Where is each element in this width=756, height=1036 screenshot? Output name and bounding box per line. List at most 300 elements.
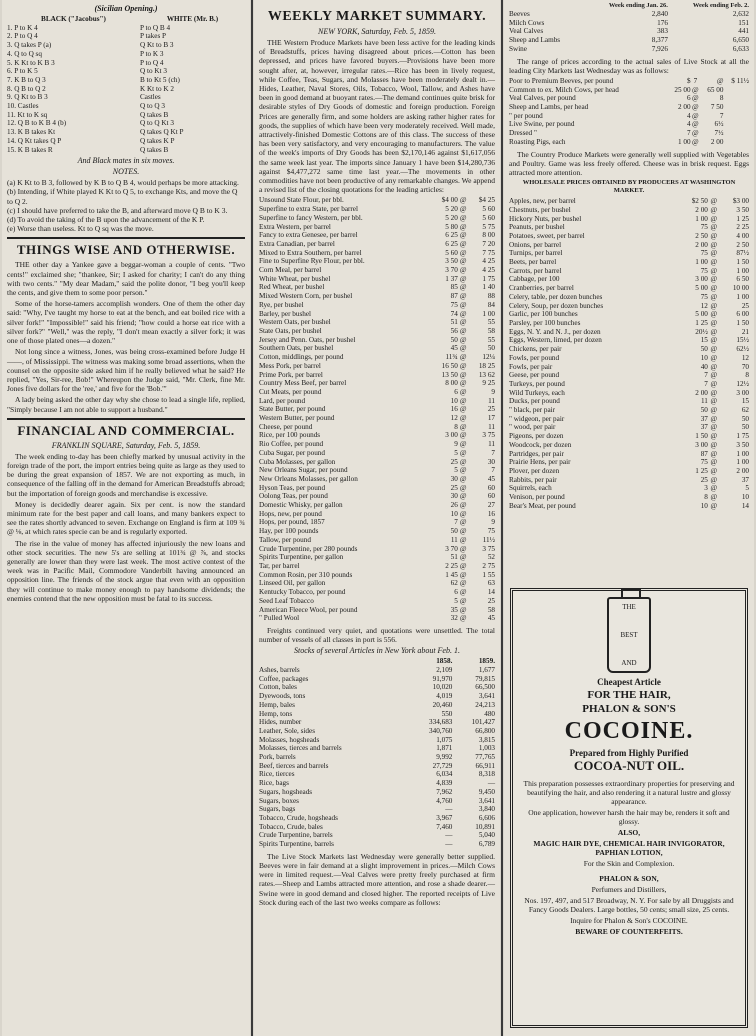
wholesale-high: 1 00: [736, 458, 749, 467]
livestock-low: $: [687, 76, 691, 85]
wholesale-at: @: [710, 406, 718, 415]
price-high: 7: [491, 466, 495, 475]
price-at: @: [459, 327, 467, 335]
wholesale-at: @: [710, 214, 718, 223]
wholesale-at: @: [710, 205, 718, 214]
price-high: 1 40: [482, 283, 495, 292]
price-high: 75: [487, 527, 495, 536]
table-row: [509, 476, 749, 485]
table-row: [509, 284, 749, 293]
wholesale-item: Bear's Meat, per pound: [509, 501, 576, 510]
wholesale-low: 50: [700, 345, 708, 354]
livestock-table: [509, 77, 749, 147]
table-row: [509, 45, 749, 54]
wholesale-item: " wood, per pair: [509, 423, 556, 432]
wholesale-at: @: [710, 449, 718, 458]
price-at: @: [459, 335, 467, 344]
table-row: [509, 112, 749, 121]
table-row: [259, 249, 495, 258]
ad-line-cocoine: COCOINE.: [564, 718, 694, 744]
things-paragraph: THE other day a Yankee gave a beggar-woman a couple of cents. "Two cents!" exclaimed she; "thankee, Sir; I asked for charity; I can't do any thing with two cents." "My dear Madam," said the polite donor, "I beg you'll keep the cents, and give them to some poor person.": [7, 260, 245, 298]
price-high: 3 75: [482, 431, 495, 440]
wholesale-at: @: [710, 371, 718, 380]
price-low: 74: [450, 309, 458, 318]
table-row: [259, 423, 495, 432]
table-row: [509, 275, 749, 284]
price-low: 51: [450, 318, 458, 327]
wholesale-high: 1 00: [736, 266, 749, 275]
stock-item: Pork, barrels: [259, 753, 296, 762]
table-row: [259, 614, 495, 623]
chess-black-head: BLACK ("Jacobus"): [41, 15, 106, 23]
stock-1859: 3,641: [478, 796, 495, 805]
wholesale-item: Peanuts, per bushel: [509, 223, 565, 232]
wholesale-at: @: [710, 397, 718, 406]
chess-note: (e) Worse than useless. Kt to Q sq was the move.: [7, 224, 154, 234]
price-item: Mess Pork, per barrel: [259, 361, 321, 370]
table-row: [7, 93, 245, 102]
price-high: 5 75: [482, 222, 495, 231]
price-item: Tallow, per pound: [259, 535, 311, 544]
white-move: Q to Kt 3: [139, 67, 167, 76]
wholesale-item: Woodcock, per dozen: [509, 440, 572, 449]
wholesale-low: 50: [700, 406, 708, 415]
table-row: [7, 146, 245, 155]
table-row: [509, 380, 749, 389]
chess-note: (d) To avoid the taking of the B upon the advancement of the K P.: [7, 215, 205, 225]
wholesale-low: $2 50: [691, 197, 708, 206]
wholesale-high: 70: [741, 362, 749, 371]
price-high: 88: [487, 292, 495, 301]
price-item: Extra Canadian, per barrel: [259, 239, 335, 248]
wholesale-item: Geese, per pound: [509, 371, 560, 380]
wholesale-item: Wild Turkeys, each: [509, 388, 565, 397]
table-row: [259, 292, 495, 301]
price-at: @: [459, 239, 467, 248]
price-at: @: [459, 431, 467, 440]
table-row: [509, 328, 749, 337]
table-row: [509, 138, 749, 147]
livestock-mid: 7½: [714, 129, 724, 138]
wholesale-item: Partridges, per pair: [509, 449, 564, 458]
table-row: [259, 805, 495, 814]
ad-line-prepared: Prepared from Highly Purified: [569, 748, 689, 758]
wholesale-high: 3 00: [736, 388, 749, 397]
stock-item: Sugars, boxes: [259, 796, 299, 805]
price-high: 45: [487, 614, 495, 623]
financial-title: FINANCIAL AND COMMERCIAL.: [7, 418, 245, 439]
stock-item: Spirits Turpentine, barrels: [259, 840, 334, 849]
price-at: @: [459, 222, 467, 231]
price-high: $4 25: [478, 196, 495, 205]
wholesale-at: @: [710, 284, 718, 293]
stock-1858: 91,970: [432, 674, 453, 683]
price-low: 62: [450, 579, 458, 588]
wholesale-high: 1 25: [736, 214, 749, 223]
livestock-mid: 6½: [714, 120, 724, 129]
wholesale-low: 75: [700, 266, 708, 275]
price-item: Seed Leaf Tobacco: [259, 596, 314, 605]
ad-line-oil: COCOA-NUT OIL.: [573, 758, 685, 773]
price-at: @: [459, 414, 467, 423]
table-row: [259, 753, 495, 762]
price-item: American Fleece Wool, per pound: [259, 605, 358, 614]
wholesale-at: @: [710, 336, 718, 345]
stock-1859: 77,765: [475, 753, 495, 762]
table-row: [509, 458, 749, 467]
table-row: [259, 770, 495, 779]
financial-paras: [7, 452, 245, 603]
table-row: [259, 240, 495, 249]
price-item: Prime Pork, per barrel: [259, 370, 323, 379]
stock-item: Tobacco, Crude, bales: [259, 822, 323, 831]
stock-item: Sugars, hogsheads: [259, 787, 313, 796]
stock-1858: 4,839: [436, 779, 453, 788]
things-title: THINGS WISE AND OTHERWISE.: [7, 237, 245, 258]
wholesale-high: 4 00: [736, 231, 749, 240]
cocoine-advertisement: [510, 588, 748, 1028]
range-intro: The range of prices according to the actual sales of Live Stock at all the leading City Markets last Wednesday was as follows:: [509, 56, 749, 75]
wholesale-low: 1 25: [695, 466, 708, 475]
price-low: 75: [450, 300, 458, 309]
ad-body-1: This preparation possesses extraordinary properties for preserving and beautifying the hair, and also rendering it a natural lustre and glossy appearance.: [523, 779, 735, 806]
wholesale-low: 5 00: [695, 284, 708, 293]
wholesale-at: @: [710, 266, 718, 275]
wholesale-high: 3 50: [736, 440, 749, 449]
price-at: @: [459, 257, 467, 266]
wholesale-low: 3 00: [695, 440, 708, 449]
table-row: [509, 232, 749, 241]
price-high: 18 25: [478, 361, 495, 370]
stock-1858: 1,075: [436, 735, 453, 744]
receipt-week-2: 2,632: [732, 10, 749, 18]
wholesale-high: 5: [745, 484, 749, 493]
market-title: WEEKLY MARKET SUMMARY.: [267, 9, 487, 24]
wholesale-low: 87: [700, 449, 708, 458]
wholesale-item: Plover, per dozen: [509, 466, 560, 475]
table-row: [259, 510, 495, 519]
table-row: [259, 823, 495, 832]
column-rule: [251, 0, 253, 1036]
table-row: [509, 86, 749, 95]
price-low: 12: [450, 414, 458, 423]
stock-item: Coffee, packages: [259, 674, 309, 683]
price-item: Spirits Turpentine, per gallon: [259, 553, 344, 562]
financial-dateline: FRANKLIN SQUARE, Saturday, Feb. 5, 1859.: [51, 440, 201, 450]
wholesale-at: @: [710, 379, 718, 388]
black-move: 11. Kt to K sq: [7, 110, 48, 119]
livestock-at: @: [692, 85, 699, 94]
price-at: @: [459, 605, 467, 614]
wholesale-low: 40: [700, 362, 708, 371]
price-low: 50: [450, 527, 458, 536]
price-high: 52: [487, 553, 495, 562]
wholesale-item: Pigeons, per dozen: [509, 432, 564, 441]
wholesale-low: 2 00: [695, 388, 708, 397]
table-row: [509, 336, 749, 345]
price-low: 11: [450, 535, 458, 544]
wholesale-low: 2 50: [695, 231, 708, 240]
price-high: 17: [487, 414, 495, 423]
stock-1859: 66,800: [475, 726, 495, 735]
price-at: @: [459, 205, 467, 214]
price-high: 9: [491, 518, 495, 527]
price-at: @: [459, 570, 467, 579]
chess-more-note: And Black mates in six moves.: [77, 156, 175, 166]
table-row: [259, 666, 495, 675]
stock-item: Crude Turpentine, barrels: [259, 831, 333, 840]
wholesale-at: @: [710, 440, 718, 449]
stock-item: Cotton, bales: [259, 683, 297, 692]
price-at: @: [459, 361, 467, 370]
price-high: 60: [487, 483, 495, 492]
price-low: 5 60: [445, 248, 458, 257]
wholesale-table: [509, 197, 749, 510]
price-at: @: [459, 492, 467, 501]
table-row: [509, 293, 749, 302]
table-row: [7, 111, 245, 120]
livestock-at: @: [692, 120, 699, 129]
table-row: [259, 571, 495, 580]
table-row: [7, 59, 245, 68]
market-prices-table: [259, 196, 495, 622]
week-head-1: Week ending Jan. 26.: [608, 2, 668, 9]
column-right: [504, 0, 754, 1036]
livestock-low: 1 00: [678, 137, 691, 146]
black-move: 14. Q Kt takes Q P: [7, 136, 62, 145]
price-at: @: [459, 561, 467, 570]
table-row: [259, 344, 495, 353]
wholesale-at: @: [710, 231, 718, 240]
price-low: 51: [450, 553, 458, 562]
price-item: Cheese, per pound: [259, 422, 313, 431]
price-low: 6: [454, 588, 458, 597]
wholesale-low: 75: [700, 292, 708, 301]
table-row: [509, 423, 749, 432]
receipt-item: Swine: [509, 44, 527, 53]
price-high: 11: [488, 440, 495, 449]
table-row: [509, 77, 749, 86]
price-item: Cuba Sugar, per pound: [259, 448, 325, 457]
bottle-top-text: THE: [622, 603, 636, 611]
table-row: [259, 440, 495, 449]
table-row: [259, 257, 495, 266]
price-item: State Oats, per bushel: [259, 327, 322, 335]
price-high: 1 55: [482, 570, 495, 579]
things-paras: [7, 260, 245, 413]
wholesale-at: @: [710, 240, 718, 249]
wholesale-item: Venison, per pound: [509, 493, 565, 502]
ad-line-hair: FOR THE HAIR,: [587, 689, 671, 701]
price-item: New Orleans Molasses, per gallon: [259, 474, 358, 483]
wholesale-item: Chickens, per pair: [509, 345, 562, 354]
wholesale-item: Prairie Hens, per pair: [509, 458, 571, 467]
table-row: [259, 840, 495, 849]
price-low: 5 80: [445, 222, 458, 231]
receipt-week-2: 6,633: [732, 44, 749, 53]
stock-item: Molasses, hogsheads: [259, 735, 320, 744]
table-row: [259, 371, 495, 380]
price-high: 3 75: [482, 544, 495, 553]
price-low: 30: [450, 492, 458, 501]
wholesale-high: 1 50: [736, 258, 749, 267]
table-row: [509, 389, 749, 398]
price-at: @: [459, 518, 467, 527]
table-row: [259, 484, 495, 493]
price-low: 87: [450, 292, 458, 301]
chess-notes-head: NOTES.: [112, 167, 140, 177]
price-at: @: [459, 353, 467, 362]
table-row: [509, 103, 749, 112]
table-row: [259, 562, 495, 571]
price-at: @: [459, 535, 467, 544]
price-item: Rye, per bushel: [259, 300, 304, 309]
table-row: [259, 579, 495, 588]
wholesale-low: 2 00: [695, 240, 708, 249]
price-high: 7: [491, 448, 495, 457]
wholesale-high: 50: [741, 423, 749, 432]
price-at: @: [459, 422, 467, 431]
table-row: [259, 675, 495, 684]
table-row: [259, 527, 495, 536]
table-row: [7, 128, 245, 137]
wholesale-at: @: [710, 319, 718, 327]
wholesale-item: " widgeon, per pair: [509, 414, 565, 423]
wholesale-low: 37: [700, 423, 708, 432]
price-item: Hops, new, per pound: [259, 509, 322, 518]
table-row: [7, 137, 245, 146]
price-low: 25: [450, 483, 458, 492]
wholesale-at: @: [710, 301, 718, 310]
livestock-at: 7: [693, 76, 698, 85]
wholesale-item: " black, per pair: [509, 406, 556, 415]
price-item: Cut Meats, per pound: [259, 387, 322, 396]
wholesale-high: 12: [741, 353, 749, 362]
price-at: @: [459, 292, 467, 301]
livestock-mid: 8: [719, 94, 724, 103]
price-at: @: [459, 440, 467, 449]
table-row: [509, 432, 749, 441]
receipt-week-1: 8,377: [651, 36, 668, 45]
price-high: 50: [487, 344, 495, 353]
wholesale-high: 37: [741, 475, 749, 484]
price-low: 6 25: [445, 231, 458, 240]
wholesale-low: 5 00: [695, 310, 708, 319]
price-item: Country Mess Beef, per barrel: [259, 379, 347, 388]
table-row: [259, 318, 495, 327]
ad-maker: PHALON & SON,: [599, 874, 659, 883]
wholesale-high: 1 00: [736, 292, 749, 301]
price-low: 85: [450, 283, 458, 292]
wholesale-low: 1 50: [695, 432, 708, 441]
stocks-year-1858: 1858.: [436, 657, 453, 666]
livestock-item: " per pound: [509, 111, 543, 120]
table-row: [509, 36, 749, 45]
column-left: [2, 0, 250, 1036]
price-at: @: [459, 457, 467, 466]
table-row: [259, 196, 495, 205]
black-move: 5. K Kt to K B 3: [7, 58, 55, 67]
wholesale-low: 10: [700, 353, 708, 362]
black-move: 9. Q Kt to B 3: [7, 93, 48, 102]
livestock-mid: 65 00: [707, 85, 724, 94]
stock-1858: 334,683: [429, 718, 453, 727]
receipt-week-1: 2,840: [651, 10, 668, 18]
price-low: 6 25: [445, 239, 458, 248]
wholesale-item: Turnips, per barrel: [509, 249, 563, 258]
table-row: [7, 67, 245, 76]
stock-1858: 4,760: [436, 796, 453, 805]
table-row: [509, 450, 749, 459]
white-move: P to Q B 4: [139, 23, 171, 32]
price-at: @: [459, 527, 467, 536]
price-low: 2 25: [445, 561, 458, 570]
table-row: [509, 310, 749, 319]
receipt-week-1: 7,926: [651, 44, 668, 53]
wholesale-high: 12½: [736, 379, 749, 388]
wholesale-at: @: [710, 362, 718, 371]
table-row: [259, 718, 495, 727]
table-row: [509, 371, 749, 380]
table-row: [259, 266, 495, 275]
price-item: Western Oats, per bushel: [259, 318, 331, 327]
price-low: 56: [450, 327, 458, 335]
table-row: [509, 467, 749, 476]
ad-inquire: Inquire for Phalon & Son's COCOINE.: [570, 916, 688, 925]
table-row: [509, 19, 749, 28]
wholesale-at: @: [710, 258, 718, 267]
price-item: Barley, per bushel: [259, 309, 312, 318]
stock-1858: 6,034: [436, 770, 453, 779]
wholesale-item: Squirrels, each: [509, 484, 552, 493]
bottle-icon: [607, 597, 651, 673]
price-low: 3 50: [445, 257, 458, 266]
white-move: Castles: [139, 93, 161, 102]
black-move: 8. Q B to Q 2: [7, 84, 46, 93]
price-item: Superfine to extra State, per barrel: [259, 205, 358, 214]
price-at: @: [459, 318, 467, 327]
price-at: @: [459, 483, 467, 492]
price-low: 8 00: [445, 379, 458, 388]
receipts-table: [509, 2, 749, 54]
stock-1859: 1,677: [478, 666, 495, 675]
wholesale-at: @: [710, 327, 718, 336]
stock-item: Hides, number: [259, 718, 302, 727]
wholesale-at: @: [710, 353, 718, 362]
price-item: State Butter, per pound: [259, 405, 326, 414]
price-at: @: [459, 248, 467, 257]
wholesale-item: Beets, per barrel: [509, 258, 557, 267]
white-move: Q takes B: [139, 110, 169, 119]
price-low: 3 70: [445, 266, 458, 275]
things-paragraph: A lady being asked the other day why she chose to lead a single life, replied, "Simply because I am not able to support a husband.": [7, 395, 245, 414]
wholesale-item: Eggs, Western, limed, per dozen: [509, 336, 602, 345]
table-row: [509, 267, 749, 276]
price-item: Crude Turpentine, per 280 pounds: [259, 544, 358, 553]
price-high: 58: [487, 605, 495, 614]
livestock-mid: 7 50: [710, 103, 724, 112]
table-row: [259, 310, 495, 319]
price-low: 32: [450, 614, 458, 623]
livestock-low: 4: [687, 120, 691, 129]
week-head-2: Week ending Feb. 2.: [692, 2, 749, 9]
price-at: @: [459, 379, 467, 388]
stock-item: Dyewoods, tons: [259, 692, 306, 701]
price-item: Oolong Teas, per pound: [259, 492, 328, 501]
wholesale-low: 20½: [695, 327, 708, 336]
wholesale-high: 25: [741, 301, 749, 310]
column-middle: [254, 0, 500, 1036]
